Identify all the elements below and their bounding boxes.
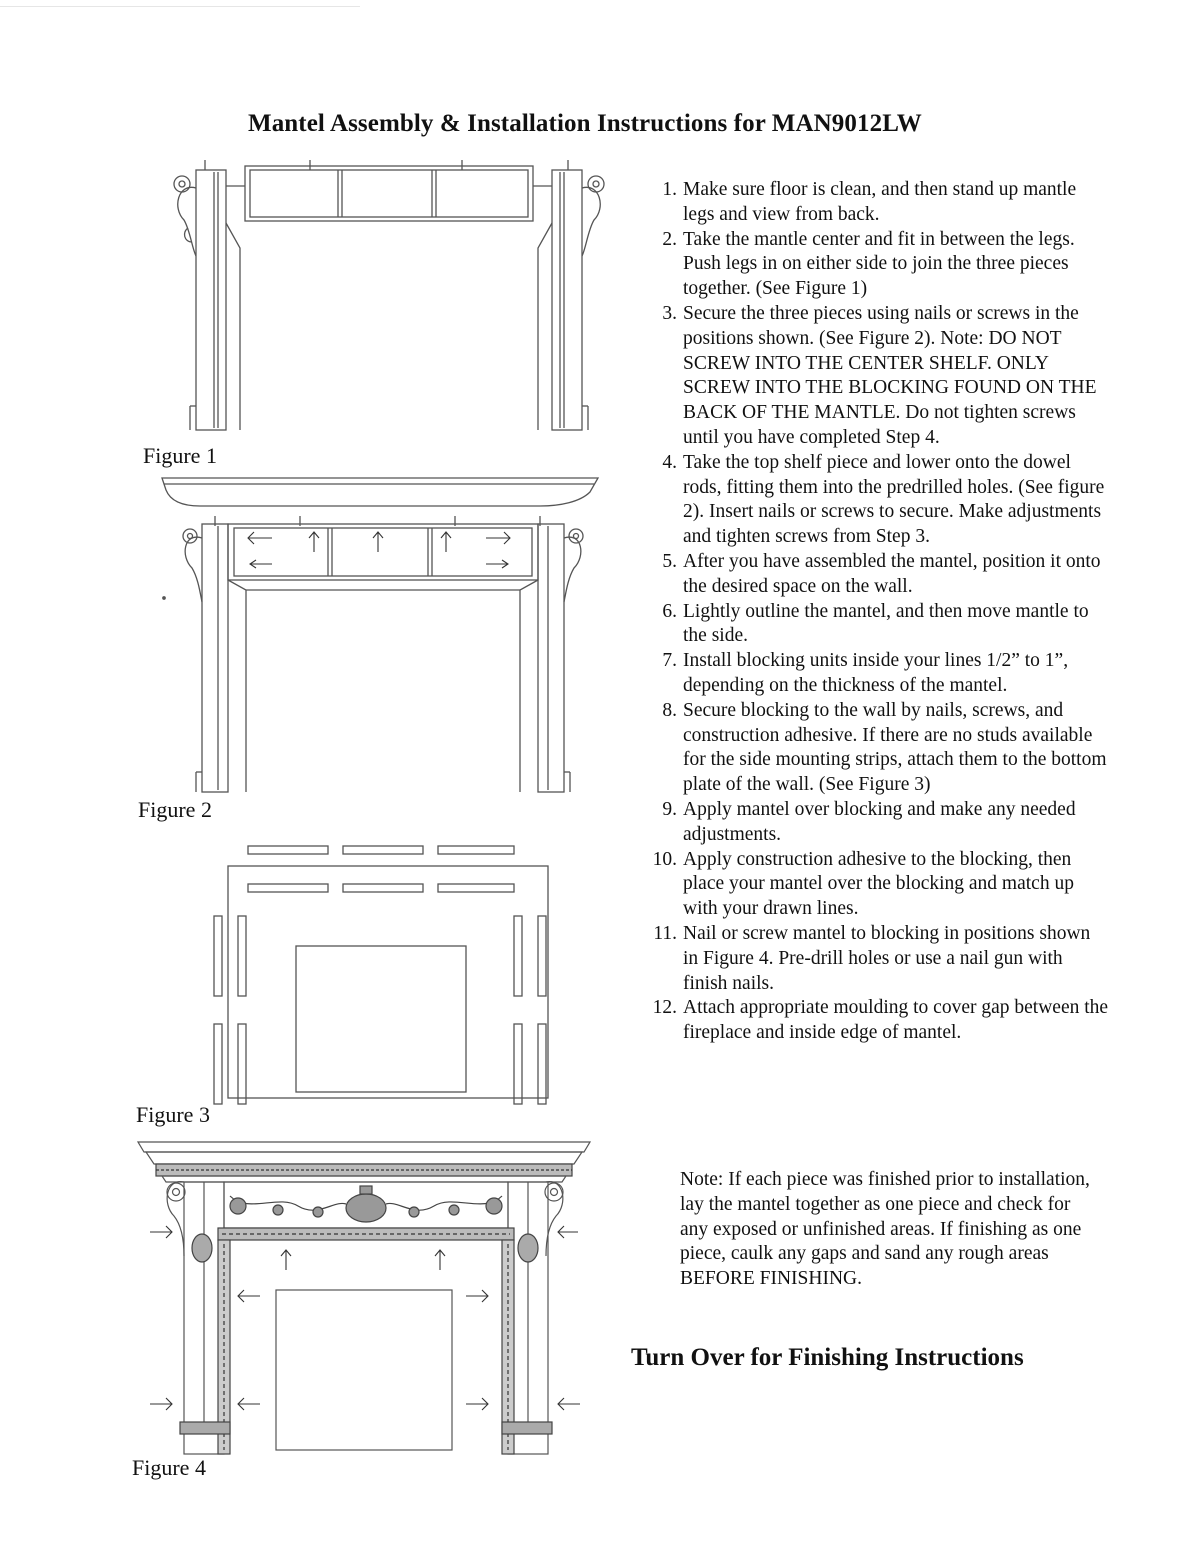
figure-3-label: Figure 3 (136, 1102, 210, 1127)
turn-over-heading: Turn Over for Finishing Instructions (631, 1344, 1024, 1371)
finishing-note: Note: If each piece was finished prior to installation, lay the mantel together as one piece and check for any exposed or unfinished areas. If finishing as one piece, caulk any gaps and sand any rough areas BEFORE FINISHING. (680, 1169, 1090, 1290)
step-item (640, 798, 1110, 848)
step-number: 5. (662, 550, 677, 572)
figure-1-drawing (170, 158, 630, 438)
step-item (640, 302, 1110, 451)
step-text: Lightly outline the mantel, and then move mantle to the side. (683, 600, 1089, 647)
step-text: Attach appropriate moulding to cover gap between the fireplace and inside edge of mantel. (683, 997, 1109, 1044)
step-text: Secure blocking to the wall by nails, screws, and construction adhesive. If there are no studs available for the side mounting strips, attach them to the bottom plate of the wall. (See Figure 3) (683, 699, 1107, 796)
step-item (640, 649, 1110, 699)
step-text: Take the mantle center and fit in between the legs. Push legs in on either side to join the three pieces together. (See Figure 1) (683, 228, 1075, 300)
step-number: 12. (652, 997, 677, 1019)
step-text: Make sure floor is clean, and then stand up mantle legs and view from back. (683, 179, 1077, 225)
step-item (640, 699, 1110, 798)
step-text: Apply construction adhesive to the blocking, then place your mantel over the blocking and match up with your drawn lines. (683, 848, 1074, 920)
figure-2-drawing (160, 472, 620, 802)
step-number: 8. (662, 699, 677, 721)
step-item (640, 922, 1110, 996)
step-number: 1. (662, 179, 677, 200)
step-number: 10. (652, 848, 677, 870)
step-text: Install blocking units inside your lines 1/2” to 1”, depending on the thickness of the mantel. (683, 650, 1069, 696)
step-text: Take the top shelf piece and lower onto the dowel rods, fitting them into the predrilled holes. (See figure 2). Insert nails or screws to secure. Make adjustments and tighten screws from Step 3. (683, 451, 1105, 548)
step-number: 2. (662, 228, 677, 250)
step-number: 7. (662, 650, 677, 672)
step-number: 11. (653, 922, 677, 944)
figure-3-drawing (208, 838, 568, 1108)
scan-artifact-line (0, 6, 360, 7)
page-title: Mantel Assembly & Installation Instructions for MAN9012LW (248, 110, 922, 137)
step-item (640, 178, 1110, 228)
step-item (640, 228, 1110, 302)
step-number: 6. (662, 600, 677, 622)
figure-1-label: Figure 1 (143, 443, 217, 468)
step-text: After you have assembled the mantel, position it onto the desired space on the wall. (683, 550, 1101, 597)
step-text: Nail or screw mantel to blocking in positions shown in Figure 4. Pre-drill holes or use a nail gun with finish nails. (683, 922, 1091, 994)
step-text: Secure the three pieces using nails or screws in the positions shown. (See Figure 2). Note: DO NOT SCREW INTO THE CENTER SHELF. ONLY SCREW INTO THE BLOCKING FOUND ON THE BACK OF THE MANTLE. Do not tighten screws until you have completed Step 4. (683, 302, 1097, 448)
step-number: 3. (662, 302, 677, 324)
step-item (640, 550, 1110, 600)
step-item (640, 600, 1110, 650)
figure-4-label: Figure 4 (132, 1455, 206, 1480)
step-item (640, 848, 1110, 922)
step-number: 9. (662, 798, 677, 820)
step-item (640, 996, 1110, 1046)
figure-4-drawing (138, 1134, 598, 1454)
step-text: Apply mantel over blocking and make any needed adjustments. (683, 798, 1076, 845)
step-item (640, 451, 1110, 550)
figure-2-label: Figure 2 (138, 797, 212, 822)
instruction-steps (640, 178, 1110, 1046)
step-number: 4. (662, 451, 677, 473)
